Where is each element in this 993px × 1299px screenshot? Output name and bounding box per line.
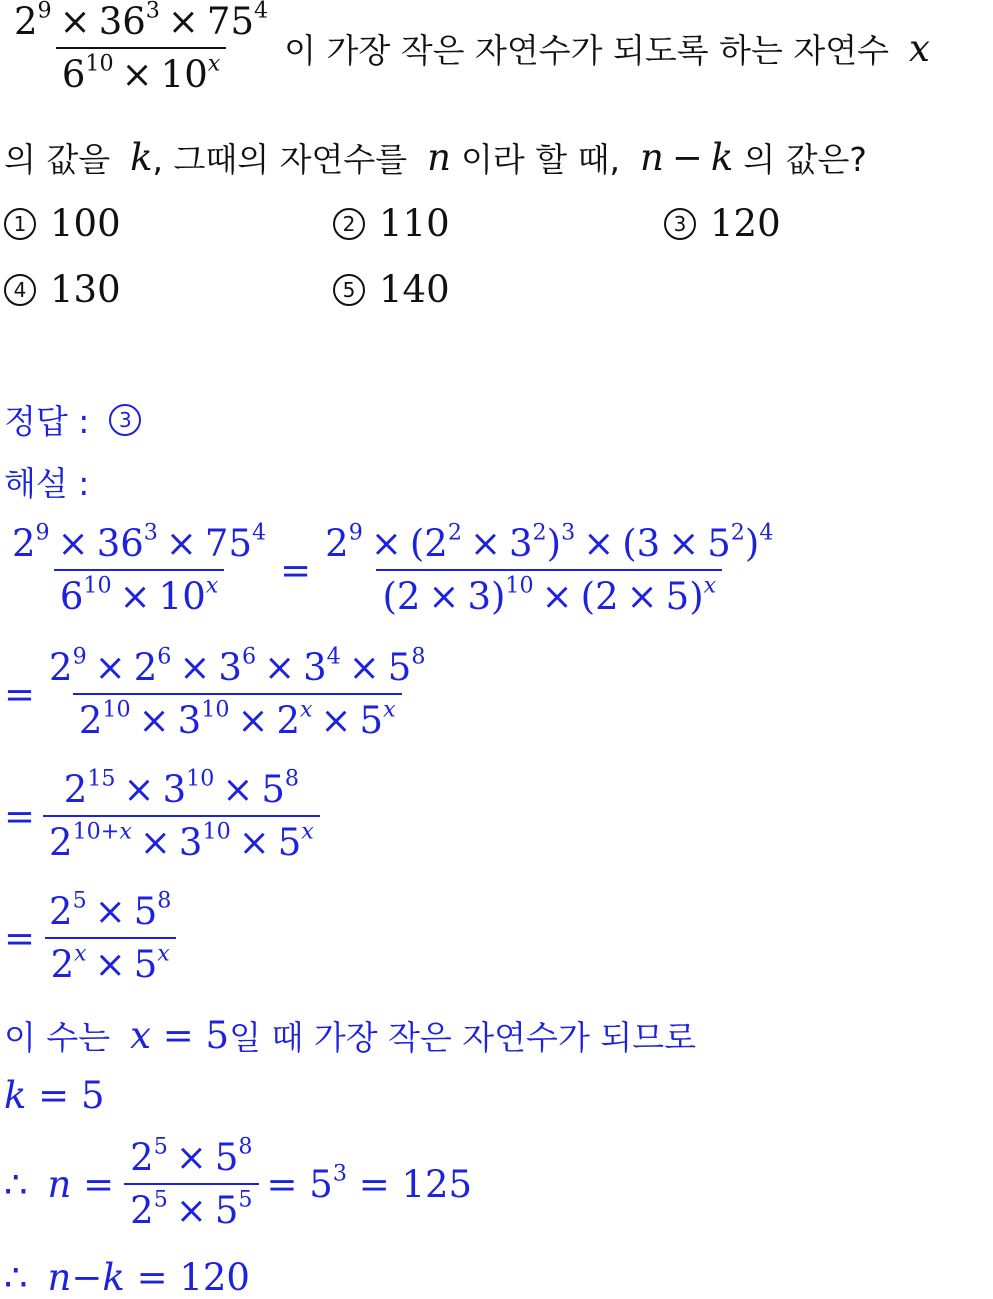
answer-mark: 3 xyxy=(109,404,141,436)
var-x: x xyxy=(909,27,930,71)
solution-step-4: = $\frac{2^5 \times 5^8}{2^x \times 5^x}$ xyxy=(4,892,177,985)
solution-label: 해설 : xyxy=(4,464,90,503)
n-result: = $5^3 = 125$ xyxy=(266,1160,473,1207)
expr-n-minus-k: n − k xyxy=(640,136,734,179)
choice-1[interactable] xyxy=(4,202,121,245)
step4-fraction: $\frac{2^5 \times 5^8}{2^x \times 5^x}$ xyxy=(43,892,177,985)
choice-4[interactable] xyxy=(4,268,121,311)
problem-text-1: 이 가장 작은 자연수가 되도록 하는 자연수 xyxy=(284,31,890,71)
n-fraction: $\frac{2^5 \times 5^8}{2^5 \times 5^5}$ xyxy=(124,1138,258,1231)
choice-value: 100 xyxy=(50,202,121,245)
therefore-symbol: ∴ xyxy=(4,1163,28,1207)
k-equation: k = 5 xyxy=(4,1074,105,1117)
choice-mark: 2 xyxy=(333,208,365,240)
therefore-symbol: ∴ xyxy=(4,1256,28,1299)
choice-mark: 4 xyxy=(4,274,36,306)
final-line xyxy=(4,1256,250,1299)
solution-step-3: = $\frac{2^{15} \times 3^{10} \times 5^8}{2^{10+x} \times 3^{10} \times 5^x}$ xyxy=(4,770,320,863)
problem-fraction: $\frac{2^9 \times 36^3 \times 75^4}{6^{10} \times 10^x}$ xyxy=(14,0,269,96)
n-line: ∴ n = $\frac{2^5 \times 5^8}{2^5 \times 5^5}$ = $5^3 = 125$ xyxy=(4,1133,473,1232)
step3-fraction: $\frac{2^{15} \times 3^{10} \times 5^8}{2^{10+x} \times 3^{10} \times 5^x}$ xyxy=(43,770,320,863)
choice-mark: 1 xyxy=(4,208,36,240)
problem-line-2 xyxy=(4,134,867,181)
answer-label: 정답 : xyxy=(4,402,90,441)
step1-rhs-fraction: $\frac{2^9 \times (2^2 \times 3^2)^3 \times (3 \times 5^2)^4}{(2 \times 3)^{10} \times (2 \times 5)^x}$ xyxy=(325,519,774,618)
problem-text-2d: 의 값은? xyxy=(743,140,867,179)
choice-value: 110 xyxy=(379,202,450,245)
problem-line-1 xyxy=(8,2,930,95)
choice-5[interactable] xyxy=(333,268,450,311)
k-line xyxy=(4,1074,105,1117)
problem-text-2c: 이라 할 때, xyxy=(461,140,620,179)
step1-lhs-fraction: $\frac{2^9 \times 36^3 \times 75^4}{6^{10} \times 10^x}$ xyxy=(12,519,267,618)
problem-text-2b: , 그때의 자연수를 xyxy=(152,140,408,179)
choice-mark: 3 xyxy=(664,208,696,240)
conclusion-line xyxy=(4,1012,696,1059)
var-n: n xyxy=(427,136,452,179)
conclusion-equation: x = 5 xyxy=(130,1014,230,1057)
problem-text-2a: 의 값을 xyxy=(4,140,111,179)
choice-mark: 5 xyxy=(333,274,365,306)
var-k: k xyxy=(130,136,153,179)
solution-label-line xyxy=(4,458,89,505)
answer-line xyxy=(4,396,141,443)
step2-fraction: $\frac{2^9 \times 2^6 \times 3^6 \times 3^4 \times 5^8}{2^{10} \times 3^{10} \times 2^x \times 5^x}$ xyxy=(49,643,426,742)
choice-value: 130 xyxy=(50,268,121,311)
final-equation: n−k = 120 xyxy=(47,1256,250,1299)
solution-step-1: $\frac{2^9 \times 36^3 \times 75^4}{6^{10} \times 10^x}$ = $\frac{2^9 \times (2^2 \times 3^2)^3 \times (3 \times 5^2)^4}{(2 \times 3)^{10} \times (2 \times 5)^x}$ xyxy=(6,524,779,617)
choice-value: 120 xyxy=(710,202,781,245)
solution-step-2: = $\frac{2^9 \times 2^6 \times 3^6 \times 3^4 \times 5^8}{2^{10} \times 3^{10} \times 2^x \times 5^x}$ xyxy=(4,648,431,741)
conclusion-text-b: 일 때 가장 작은 자연수가 되므로 xyxy=(229,1018,696,1057)
choice-2[interactable] xyxy=(333,202,450,245)
choice-3[interactable] xyxy=(664,202,781,245)
choice-value: 140 xyxy=(379,268,450,311)
conclusion-text-a: 이 수는 xyxy=(4,1018,111,1057)
